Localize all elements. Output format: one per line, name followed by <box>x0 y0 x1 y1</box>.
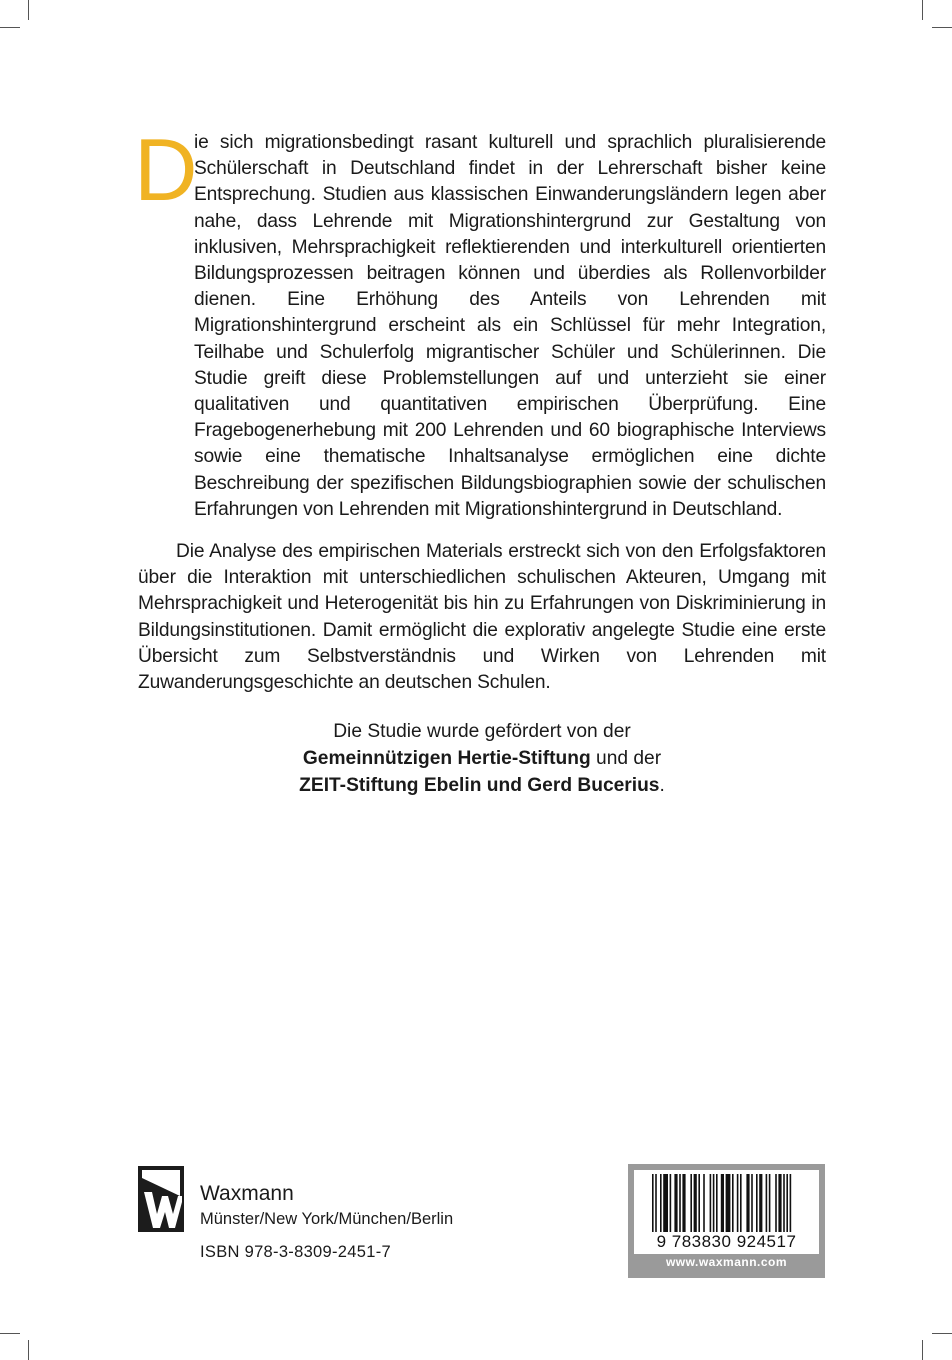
barcode-bar <box>786 1174 788 1232</box>
funding-note <box>138 718 826 799</box>
crop-mark-bottom-left-h <box>0 1333 20 1334</box>
barcode-bar <box>756 1174 758 1232</box>
sponsor-hertie: Gemeinnützigen Hertie-Stiftung <box>302 748 591 769</box>
funding-end: . <box>659 775 665 796</box>
barcode-bar <box>775 1174 777 1232</box>
barcode-bar <box>674 1174 677 1232</box>
barcode-bar <box>690 1174 692 1232</box>
sponsor-zeit: ZEIT-Stiftung Ebelin und Gerd Bucerius <box>299 775 660 796</box>
barcode-bar <box>766 1174 768 1232</box>
barcode-bar <box>737 1174 739 1232</box>
funding-line-1: Die Studie wurde gefördert von der <box>333 721 631 742</box>
barcode-bar <box>732 1174 734 1232</box>
barcode-bar <box>682 1174 685 1232</box>
barcode-bar <box>652 1174 654 1232</box>
barcode-bar <box>740 1174 742 1232</box>
publisher-url: www.waxmann.com <box>665 1255 788 1269</box>
barcode-bar <box>713 1174 715 1232</box>
barcode-frame <box>628 1164 825 1278</box>
publisher-name: Waxmann <box>200 1182 294 1205</box>
barcode-bar <box>759 1174 762 1232</box>
drop-cap: D <box>134 120 198 219</box>
crop-mark-top-left-h <box>0 27 20 28</box>
barcode-bar <box>660 1174 662 1232</box>
barcode-bar <box>721 1174 724 1232</box>
barcode-bar <box>698 1174 700 1232</box>
barcode-area <box>634 1170 819 1254</box>
barcode-bar <box>670 1174 672 1232</box>
blurb-paragraph-2: Die Analyse des empirischen Materials erstreckt sich von den Erfolgsfaktoren über die Interaktion mit unterschiedlichen schulischen Akteuren, Umgang mit Mehrsprachigkeit und Heterogenität bis hin zu Erfahrungen von Diskriminierung in Bildungsinstitutionen. Damit ermöglicht die explorativ angelegte Studie eine erste Übersicht zum Selbstverständnis und Wirken von Lehrenden mit Zuwanderungsgeschichte an deutschen Schulen. <box>138 541 826 694</box>
barcode-digits: 9 783830 924517 <box>634 1232 819 1252</box>
crop-mark-bottom-left <box>28 1340 29 1360</box>
waxmann-logo-icon <box>138 1166 184 1232</box>
funding-connector: und der <box>590 748 662 769</box>
barcode-bar <box>783 1174 785 1232</box>
crop-mark-bottom-right <box>922 1340 923 1360</box>
isbn-label: ISBN 978-3-8309-2451-7 <box>200 1243 391 1261</box>
barcode-bar <box>746 1174 749 1232</box>
barcode-bar <box>751 1174 753 1232</box>
funding-line-3 <box>138 772 826 799</box>
blurb-paragraph-1 <box>134 120 826 523</box>
publisher-cities: Münster/New York/München/Berlin <box>200 1210 454 1228</box>
barcode-bar <box>655 1174 657 1232</box>
barcode-bar <box>710 1174 712 1232</box>
blurb-paragraph-1-text: ie sich migrationsbedingt rasant kulturell und sprachlich pluralisierende Schülerschaft in Deutschland findet in der Lehrerschaft bisher keine Entsprechung. Studien aus klassischen Einwanderungsländern legen aber nahe, dass Lehrende mit Migrationshintergrund zur Gestaltung von inklusiven, Mehrsprachigkeit reflektierenden und interkulturell orientierten Bildungsprozessen beitragen können und überdies als Rollenvorbilder dienen. Eine Erhöhung des Anteils von Lehrenden mit Migrationshintergrund erscheint als ein Schlüssel für mehr Integration, Teilhabe und Schulerfolg migrantischer Schüler und Schülerinnen. Die Studie greift diese Problemstellungen auf und unterzieht sie einer qualitativen und quantitativen empirischen Überprüfung. Eine Fragebogenerhebung mit 200 Lehrenden und 60 biographische Interviews sowie eine thematische Inhaltsanalyse ermöglichen eine dichte Beschreibung der spezifischen Bildungsbiographien sowie der schulischen Erfahrungen von Lehrenden mit Migrationshintergrund in Deutschland. <box>194 132 826 520</box>
barcode-bar <box>716 1174 718 1232</box>
crop-mark-top-right <box>922 0 923 20</box>
crop-mark-bottom-right-h <box>932 1333 952 1334</box>
barcode-bar <box>679 1174 681 1232</box>
barcode-bar <box>769 1174 771 1232</box>
barcode-bar <box>726 1174 731 1232</box>
barcode-bar <box>790 1174 792 1232</box>
crop-mark-top-left <box>28 0 29 20</box>
barcode-bar <box>694 1174 697 1232</box>
funding-line-2 <box>138 745 826 772</box>
barcode-bar <box>703 1174 705 1232</box>
barcode-bar <box>778 1174 781 1232</box>
barcode-bar <box>663 1174 668 1232</box>
blurb-text <box>134 120 826 696</box>
crop-mark-top-right-h <box>932 27 952 28</box>
